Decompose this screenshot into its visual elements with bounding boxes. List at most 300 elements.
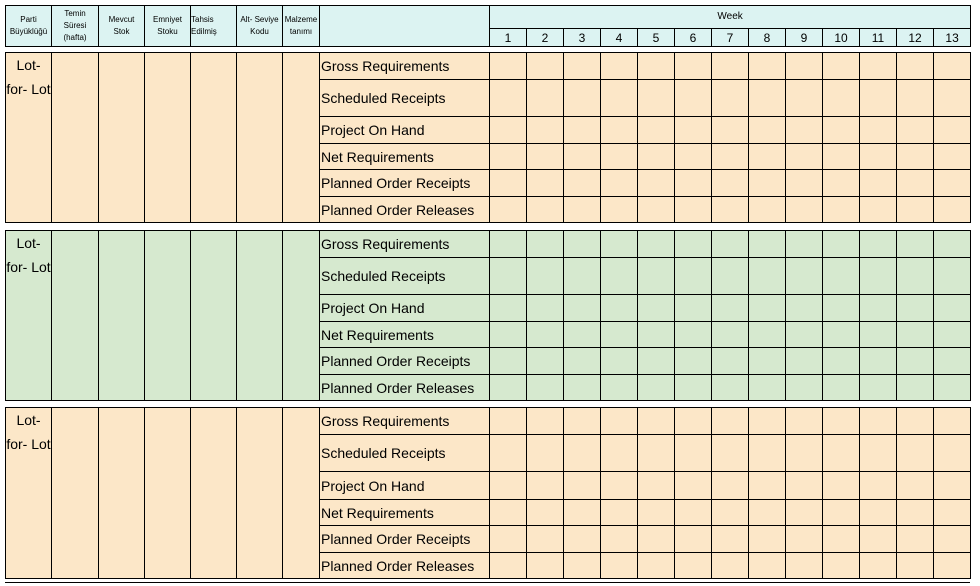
week-cell[interactable]: [601, 53, 638, 80]
week-cell[interactable]: [823, 348, 860, 375]
week-cell[interactable]: [897, 526, 934, 553]
week-cell[interactable]: [527, 375, 564, 401]
week-cell[interactable]: [638, 526, 675, 553]
row-label-project-on-hand: Project On Hand: [320, 295, 490, 322]
week-cell[interactable]: [601, 435, 638, 472]
header-table: [5, 5, 971, 47]
week-cell[interactable]: [934, 258, 971, 295]
week-cell[interactable]: [712, 197, 749, 223]
allocated-cell[interactable]: [191, 231, 237, 401]
week-cell[interactable]: [712, 170, 749, 197]
week-cell[interactable]: [823, 500, 860, 526]
week-cell[interactable]: [897, 348, 934, 375]
week-cell[interactable]: [490, 348, 527, 375]
week-cell[interactable]: [897, 144, 934, 170]
on-hand-cell[interactable]: [99, 408, 145, 579]
week-cell[interactable]: [823, 295, 860, 322]
week-cell[interactable]: [601, 117, 638, 144]
week-cell[interactable]: [897, 53, 934, 80]
row-label-net-requirements: Net Requirements: [320, 144, 490, 170]
header-text: Malzeme: [284, 15, 318, 24]
week-cell[interactable]: [934, 170, 971, 197]
week-cell[interactable]: [638, 80, 675, 117]
week-cell[interactable]: [860, 197, 897, 223]
week-cell[interactable]: [675, 500, 712, 526]
week-cell[interactable]: [823, 553, 860, 579]
week-cell[interactable]: [527, 348, 564, 375]
lead-time-cell[interactable]: [52, 231, 99, 401]
week-cell[interactable]: [749, 322, 786, 348]
low-level-code-cell[interactable]: [237, 408, 283, 579]
week-cell[interactable]: [564, 197, 601, 223]
week-cell[interactable]: [490, 322, 527, 348]
week-number: 6: [675, 29, 712, 47]
week-cell[interactable]: [638, 53, 675, 80]
week-cell[interactable]: [823, 408, 860, 435]
week-cell[interactable]: [786, 435, 823, 472]
week-cell[interactable]: [675, 348, 712, 375]
week-cell[interactable]: [897, 295, 934, 322]
header-text: Edilmiş: [191, 27, 217, 36]
week-cell[interactable]: [490, 500, 527, 526]
week-cell[interactable]: [823, 258, 860, 295]
week-cell[interactable]: [712, 408, 749, 435]
week-cell[interactable]: [564, 526, 601, 553]
week-cell[interactable]: [490, 197, 527, 223]
week-cell[interactable]: [527, 408, 564, 435]
week-cell[interactable]: [675, 258, 712, 295]
week-cell[interactable]: [527, 526, 564, 553]
week-cell[interactable]: [934, 117, 971, 144]
week-cell[interactable]: [564, 53, 601, 80]
week-cell[interactable]: [749, 258, 786, 295]
week-cell[interactable]: [564, 295, 601, 322]
week-cell[interactable]: [786, 500, 823, 526]
week-cell[interactable]: [638, 144, 675, 170]
header-text: (hafta): [63, 33, 87, 42]
safety-stock-cell[interactable]: [145, 231, 191, 401]
week-number: 12: [897, 29, 934, 47]
week-cell[interactable]: [749, 80, 786, 117]
week-cell[interactable]: [601, 526, 638, 553]
item-description-cell[interactable]: [283, 231, 320, 401]
week-cell[interactable]: [675, 53, 712, 80]
week-cell[interactable]: [749, 348, 786, 375]
week-cell[interactable]: [823, 53, 860, 80]
week-cell[interactable]: [860, 375, 897, 401]
week-cell[interactable]: [897, 80, 934, 117]
week-cell[interactable]: [675, 80, 712, 117]
week-cell[interactable]: [601, 170, 638, 197]
week-cell[interactable]: [823, 375, 860, 401]
week-cell[interactable]: [675, 144, 712, 170]
week-cell[interactable]: [564, 231, 601, 258]
row-label-gross-requirements: Gross Requirements: [320, 408, 490, 435]
lot-sizing-cell[interactable]: [6, 231, 52, 401]
week-cell[interactable]: [601, 322, 638, 348]
week-cell[interactable]: [786, 472, 823, 500]
week-cell[interactable]: [712, 144, 749, 170]
week-cell[interactable]: [934, 144, 971, 170]
week-cell[interactable]: [934, 197, 971, 223]
week-cell[interactable]: [860, 348, 897, 375]
week-cell[interactable]: [564, 375, 601, 401]
row-label-gross-requirements: Gross Requirements: [320, 231, 490, 258]
row-label-scheduled-receipts: Scheduled Receipts: [320, 80, 490, 117]
row-label-planned-order-releases: Planned Order Releases: [320, 197, 490, 223]
week-title: Week: [490, 6, 971, 29]
row-label-scheduled-receipts: Scheduled Receipts: [320, 258, 490, 295]
week-cell[interactable]: [638, 500, 675, 526]
week-cell[interactable]: [638, 231, 675, 258]
week-number: 7: [712, 29, 749, 47]
week-cell[interactable]: [823, 526, 860, 553]
header-on-hand: [99, 6, 145, 47]
week-cell[interactable]: [712, 553, 749, 579]
week-number: 9: [786, 29, 823, 47]
week-cell[interactable]: [712, 295, 749, 322]
week-cell[interactable]: [786, 144, 823, 170]
week-cell[interactable]: [823, 144, 860, 170]
week-cell[interactable]: [527, 53, 564, 80]
low-level-code-cell[interactable]: [237, 53, 283, 223]
week-cell[interactable]: [638, 375, 675, 401]
week-cell[interactable]: [527, 435, 564, 472]
header-text: Süresi: [63, 21, 87, 30]
week-cell[interactable]: [860, 500, 897, 526]
week-cell[interactable]: [897, 500, 934, 526]
week-cell[interactable]: [564, 553, 601, 579]
week-cell[interactable]: [638, 322, 675, 348]
week-cell[interactable]: [564, 348, 601, 375]
week-cell[interactable]: [934, 295, 971, 322]
week-cell[interactable]: [786, 117, 823, 144]
week-cell[interactable]: [860, 472, 897, 500]
week-cell[interactable]: [897, 472, 934, 500]
week-cell[interactable]: [490, 435, 527, 472]
lot-sizing-cell[interactable]: [6, 53, 52, 223]
week-cell[interactable]: [712, 375, 749, 401]
week-cell[interactable]: [786, 375, 823, 401]
bottom-rule: [5, 582, 970, 583]
week-cell[interactable]: [823, 170, 860, 197]
week-cell[interactable]: [860, 435, 897, 472]
week-cell[interactable]: [490, 170, 527, 197]
week-cell[interactable]: [564, 435, 601, 472]
week-cell[interactable]: [638, 197, 675, 223]
week-cell[interactable]: [490, 53, 527, 80]
week-cell[interactable]: [934, 231, 971, 258]
week-cell[interactable]: [712, 348, 749, 375]
week-cell[interactable]: [601, 144, 638, 170]
week-cell[interactable]: [675, 170, 712, 197]
week-cell[interactable]: [675, 526, 712, 553]
lead-time-cell[interactable]: [52, 53, 99, 223]
week-cell[interactable]: [749, 375, 786, 401]
week-cell[interactable]: [934, 80, 971, 117]
week-cell[interactable]: [712, 322, 749, 348]
week-cell[interactable]: [490, 231, 527, 258]
week-cell[interactable]: [601, 375, 638, 401]
item-description-cell[interactable]: [283, 53, 320, 223]
week-cell[interactable]: [564, 472, 601, 500]
lead-time-cell[interactable]: [52, 408, 99, 579]
week-number: 2: [527, 29, 564, 47]
week-cell[interactable]: [823, 117, 860, 144]
week-cell[interactable]: [638, 170, 675, 197]
header-text: Temin: [64, 9, 86, 18]
row-label-project-on-hand: Project On Hand: [320, 117, 490, 144]
week-cell[interactable]: [934, 435, 971, 472]
week-cell[interactable]: [601, 258, 638, 295]
week-cell[interactable]: [934, 500, 971, 526]
row-label-scheduled-receipts: Scheduled Receipts: [320, 435, 490, 472]
week-cell[interactable]: [786, 170, 823, 197]
week-cell[interactable]: [860, 80, 897, 117]
week-cell[interactable]: [564, 117, 601, 144]
week-cell[interactable]: [675, 408, 712, 435]
week-cell[interactable]: [638, 408, 675, 435]
week-cell[interactable]: [786, 348, 823, 375]
week-number: 8: [749, 29, 786, 47]
allocated-cell[interactable]: [191, 53, 237, 223]
week-cell[interactable]: [564, 408, 601, 435]
week-cell[interactable]: [897, 408, 934, 435]
week-cell[interactable]: [786, 53, 823, 80]
week-cell[interactable]: [934, 408, 971, 435]
week-cell[interactable]: [712, 500, 749, 526]
header-lot-size: [6, 6, 52, 47]
week-cell[interactable]: [934, 553, 971, 579]
week-cell[interactable]: [897, 197, 934, 223]
lot-text: Lot-: [16, 235, 41, 251]
week-cell[interactable]: [749, 144, 786, 170]
week-cell[interactable]: [601, 231, 638, 258]
week-cell[interactable]: [897, 375, 934, 401]
week-number: 10: [823, 29, 860, 47]
week-cell[interactable]: [601, 348, 638, 375]
week-cell[interactable]: [934, 322, 971, 348]
week-cell[interactable]: [675, 553, 712, 579]
week-cell[interactable]: [786, 553, 823, 579]
week-number: 4: [601, 29, 638, 47]
week-cell[interactable]: [527, 231, 564, 258]
week-cell[interactable]: [860, 170, 897, 197]
week-cell[interactable]: [675, 322, 712, 348]
week-cell[interactable]: [786, 197, 823, 223]
week-cell[interactable]: [490, 144, 527, 170]
week-cell[interactable]: [675, 375, 712, 401]
item-description-cell[interactable]: [283, 408, 320, 579]
week-cell[interactable]: [934, 375, 971, 401]
week-cell[interactable]: [897, 322, 934, 348]
header-text: Kodu: [250, 27, 269, 36]
week-cell[interactable]: [712, 435, 749, 472]
week-cell[interactable]: [823, 472, 860, 500]
week-cell[interactable]: [490, 80, 527, 117]
week-cell[interactable]: [638, 435, 675, 472]
week-cell[interactable]: [749, 117, 786, 144]
week-cell[interactable]: [638, 553, 675, 579]
low-level-code-cell[interactable]: [237, 231, 283, 401]
week-cell[interactable]: [601, 500, 638, 526]
week-cell[interactable]: [527, 500, 564, 526]
week-cell[interactable]: [490, 117, 527, 144]
row-label-planned-order-receipts: Planned Order Receipts: [320, 348, 490, 375]
week-cell[interactable]: [564, 500, 601, 526]
week-cell[interactable]: [749, 526, 786, 553]
week-cell[interactable]: [860, 53, 897, 80]
week-cell[interactable]: [860, 295, 897, 322]
week-cell[interactable]: [786, 295, 823, 322]
week-cell[interactable]: [638, 472, 675, 500]
week-cell[interactable]: [823, 435, 860, 472]
allocated-cell[interactable]: [191, 408, 237, 579]
week-cell[interactable]: [712, 80, 749, 117]
week-cell[interactable]: [860, 258, 897, 295]
week-cell[interactable]: [712, 231, 749, 258]
week-cell[interactable]: [860, 553, 897, 579]
week-cell[interactable]: [712, 526, 749, 553]
week-cell[interactable]: [786, 526, 823, 553]
week-cell[interactable]: [712, 53, 749, 80]
week-cell[interactable]: [786, 258, 823, 295]
week-cell[interactable]: [897, 553, 934, 579]
week-cell[interactable]: [490, 295, 527, 322]
lot-text: for- Lot: [6, 436, 51, 452]
week-cell[interactable]: [749, 472, 786, 500]
week-cell[interactable]: [786, 322, 823, 348]
week-cell[interactable]: [564, 144, 601, 170]
week-cell[interactable]: [490, 258, 527, 295]
header-text: Emniyet: [153, 15, 182, 24]
week-cell[interactable]: [860, 117, 897, 144]
week-cell[interactable]: [897, 231, 934, 258]
week-cell[interactable]: [934, 472, 971, 500]
header-blank: [320, 6, 490, 47]
week-cell[interactable]: [860, 408, 897, 435]
week-cell[interactable]: [527, 117, 564, 144]
week-cell[interactable]: [675, 197, 712, 223]
week-cell[interactable]: [490, 472, 527, 500]
week-cell[interactable]: [601, 472, 638, 500]
week-cell[interactable]: [675, 472, 712, 500]
week-cell[interactable]: [638, 258, 675, 295]
week-cell[interactable]: [823, 231, 860, 258]
week-cell[interactable]: [638, 348, 675, 375]
header-text: Tahsis: [191, 15, 214, 24]
week-cell[interactable]: [527, 144, 564, 170]
week-cell[interactable]: [638, 295, 675, 322]
week-cell[interactable]: [601, 295, 638, 322]
week-cell[interactable]: [749, 231, 786, 258]
week-cell[interactable]: [490, 526, 527, 553]
week-cell[interactable]: [675, 295, 712, 322]
week-cell[interactable]: [490, 408, 527, 435]
week-cell[interactable]: [749, 408, 786, 435]
week-cell[interactable]: [749, 53, 786, 80]
week-cell[interactable]: [749, 197, 786, 223]
week-cell[interactable]: [601, 408, 638, 435]
week-cell[interactable]: [897, 117, 934, 144]
week-cell[interactable]: [860, 526, 897, 553]
week-cell[interactable]: [638, 117, 675, 144]
week-cell[interactable]: [527, 553, 564, 579]
safety-stock-cell[interactable]: [145, 408, 191, 579]
week-cell[interactable]: [823, 197, 860, 223]
week-cell[interactable]: [564, 322, 601, 348]
week-cell[interactable]: [601, 553, 638, 579]
week-cell[interactable]: [527, 322, 564, 348]
week-cell[interactable]: [712, 117, 749, 144]
week-cell[interactable]: [712, 258, 749, 295]
header-text: tanımı: [289, 27, 313, 36]
week-cell[interactable]: [823, 80, 860, 117]
week-cell[interactable]: [564, 170, 601, 197]
week-cell[interactable]: [749, 435, 786, 472]
on-hand-cell[interactable]: [99, 53, 145, 223]
week-cell[interactable]: [860, 231, 897, 258]
week-cell[interactable]: [490, 553, 527, 579]
week-cell[interactable]: [860, 322, 897, 348]
week-cell[interactable]: [749, 170, 786, 197]
week-cell[interactable]: [564, 80, 601, 117]
week-number: 1: [490, 29, 527, 47]
safety-stock-cell[interactable]: [145, 53, 191, 223]
week-cell[interactable]: [860, 144, 897, 170]
week-cell[interactable]: [897, 170, 934, 197]
week-cell[interactable]: [675, 117, 712, 144]
week-cell[interactable]: [934, 53, 971, 80]
lot-text: for- Lot: [6, 259, 51, 275]
row-label-project-on-hand: Project On Hand: [320, 472, 490, 500]
week-cell[interactable]: [601, 80, 638, 117]
week-cell[interactable]: [749, 553, 786, 579]
week-cell[interactable]: [897, 435, 934, 472]
week-cell[interactable]: [786, 231, 823, 258]
on-hand-cell[interactable]: [99, 231, 145, 401]
week-cell[interactable]: [712, 472, 749, 500]
week-cell[interactable]: [527, 258, 564, 295]
week-cell[interactable]: [749, 500, 786, 526]
week-cell[interactable]: [601, 197, 638, 223]
header-text: Parti: [20, 15, 37, 24]
mrp-block: [5, 407, 971, 579]
week-cell[interactable]: [675, 435, 712, 472]
week-cell[interactable]: [786, 408, 823, 435]
lot-sizing-cell[interactable]: [6, 408, 52, 579]
week-cell[interactable]: [749, 295, 786, 322]
week-cell[interactable]: [527, 295, 564, 322]
week-cell[interactable]: [527, 197, 564, 223]
week-cell[interactable]: [786, 80, 823, 117]
week-cell[interactable]: [564, 258, 601, 295]
week-cell[interactable]: [897, 258, 934, 295]
header-allocated: [191, 6, 237, 47]
row-label-gross-requirements: Gross Requirements: [320, 53, 490, 80]
week-cell[interactable]: [823, 322, 860, 348]
header-lead-time: [52, 6, 99, 47]
week-cell[interactable]: [934, 526, 971, 553]
week-cell[interactable]: [527, 80, 564, 117]
week-cell[interactable]: [675, 231, 712, 258]
week-cell[interactable]: [490, 375, 527, 401]
header-item-description: [283, 6, 320, 47]
week-cell[interactable]: [527, 170, 564, 197]
week-cell[interactable]: [527, 472, 564, 500]
row-label-planned-order-releases: Planned Order Releases: [320, 553, 490, 579]
week-cell[interactable]: [934, 348, 971, 375]
